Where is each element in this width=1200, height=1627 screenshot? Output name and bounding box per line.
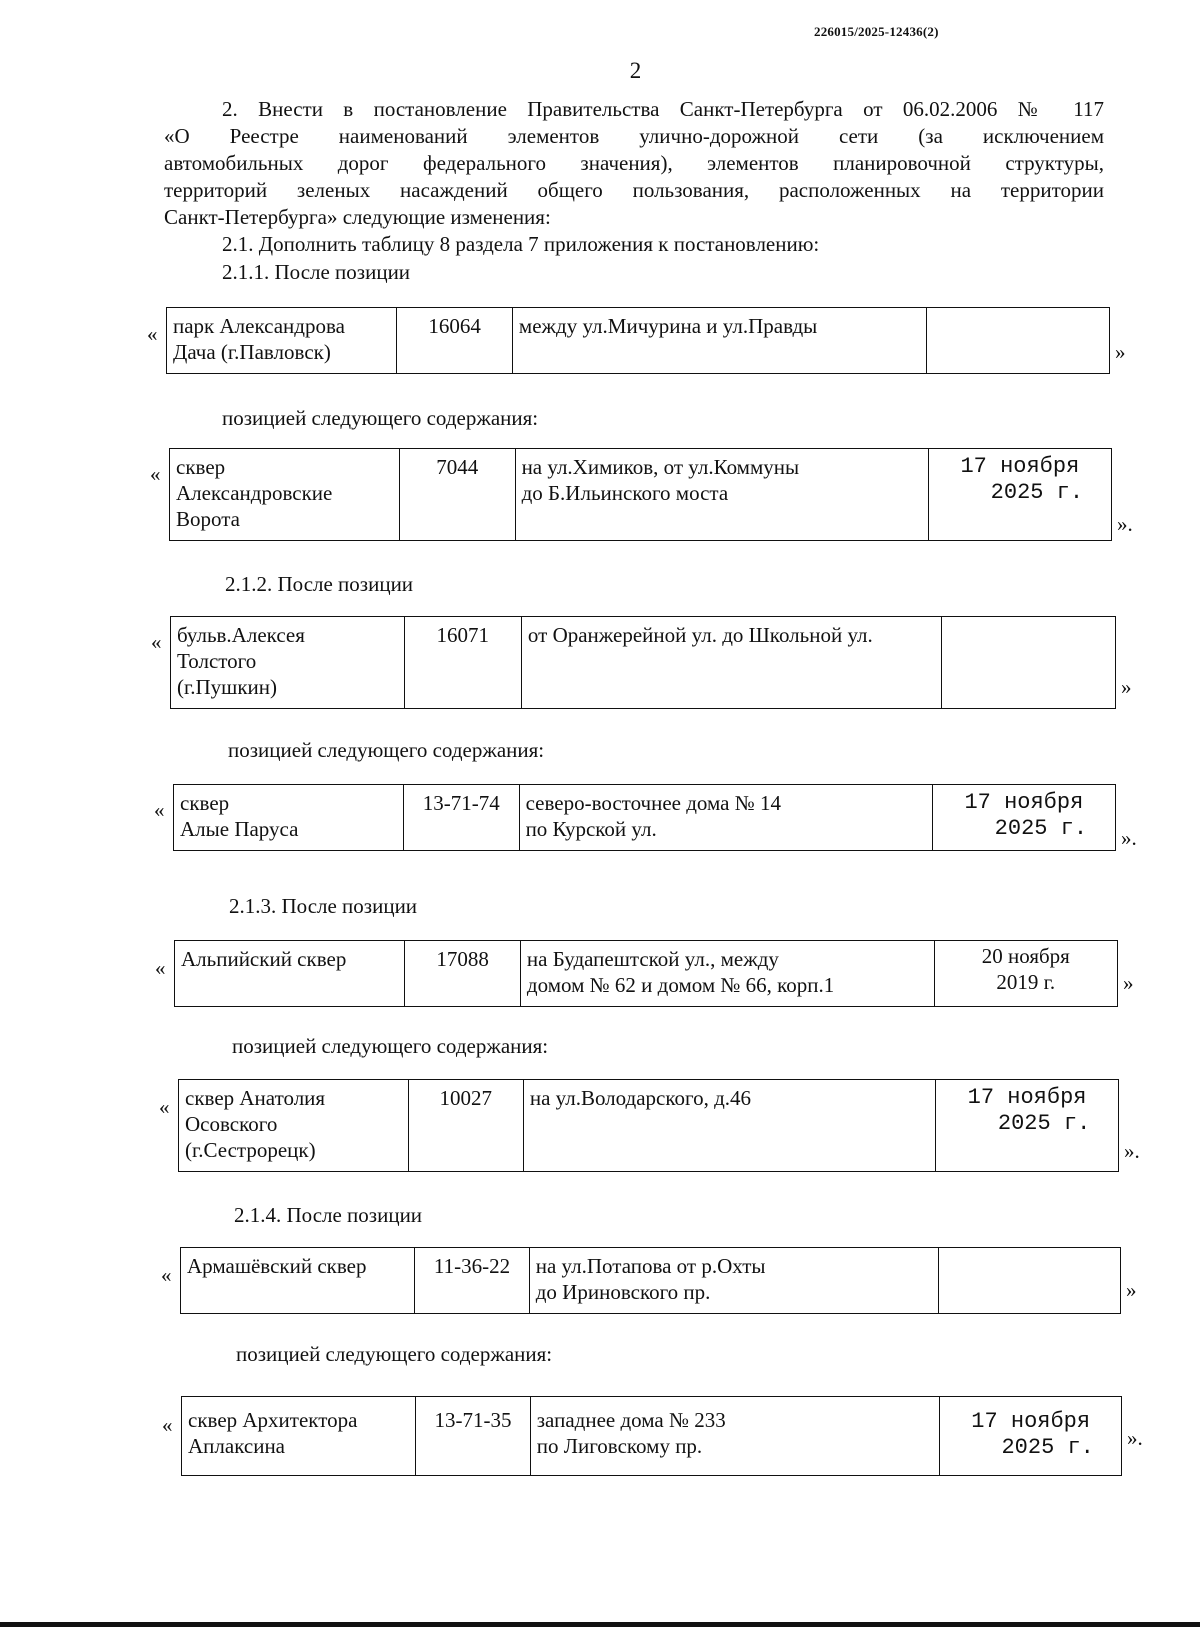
content-following-label: позицией следующего содержания: [236,1342,553,1366]
content-following-label: позицией следующего содержания: [222,406,539,430]
close-quote: ». [1124,1139,1140,1163]
date-cell [928,449,1111,541]
cell-line: на ул.Химиков, от ул.Коммуны [521,455,800,479]
date-cell [940,1397,1122,1476]
location-cell [515,449,928,541]
cell-line: до Ириновского пр. [535,1280,711,1304]
cell-line: до Б.Ильинского моста [521,481,729,505]
cell-line: между ул.Мичурина и ул.Правды [518,314,818,338]
cell-line: Осовского [185,1112,278,1136]
section-heading: 2.1.1. После позиции [222,260,411,284]
cell-line: сквер Анатолия [185,1086,326,1110]
intro-line: 2. Внести в постановление Правительства Санкт-Петербурга от 06.02.2006 № 117 [222,97,1104,121]
cell-line: бульв.Алексея [177,623,305,647]
location-cell [529,1248,939,1314]
open-quote: « [155,956,166,980]
code-cell: 16064 [397,308,513,374]
location-cell [512,308,926,374]
close-quote: ». [1127,1426,1143,1450]
table-row [182,1397,1122,1476]
section-heading: 2.1.4. После позиции [234,1203,423,1227]
date-year: 2019 г. [996,970,1056,994]
date-cell [926,308,1109,374]
date-cell [939,1248,1121,1314]
date-cell [941,617,1115,709]
cell-line: Александровские [176,481,333,505]
cell-line: сквер [180,791,230,815]
close-quote: » [1123,971,1134,995]
name-cell [170,449,400,541]
cell-line: на ул.Потапова от р.Охты [535,1254,766,1278]
close-quote: ». [1117,512,1133,536]
close-quote: ». [1121,826,1137,850]
close-quote: » [1115,340,1126,364]
date-day-month: 17 ноября [971,1409,1091,1434]
cell-line: Дача (г.Павловск) [173,340,331,364]
table-row [174,785,1116,851]
cell-line: по Лиговскому пр. [536,1434,703,1458]
after-position-table [174,940,1118,1007]
cell-line: на ул.Володарского, д.46 [529,1086,752,1110]
name-cell [171,617,405,709]
after-position-table [166,307,1110,374]
insert-position-table [181,1396,1122,1476]
document-registration-number: 226015/2025-12436(2) [814,24,939,39]
cell-line: северо-восточнее дома № 14 [525,791,782,815]
content-following-label: позицией следующего содержания: [232,1034,549,1058]
cell-line: сквер [176,455,226,479]
date-year: 2025 г. [1001,1435,1094,1460]
cell-line: парк Александрова [173,314,345,338]
cell-line: западнее дома № 233 [536,1408,726,1432]
open-quote: « [150,462,161,486]
intro-line: Санкт-Петербурга» следующие изменения: [164,205,551,229]
location-cell [530,1397,940,1476]
cell-line: по Курской ул. [525,817,657,841]
section-heading: 2.1.2. После позиции [225,572,414,596]
after-position-table [170,616,1116,709]
table-row [170,449,1112,541]
page-number: 2 [629,58,642,83]
open-quote: « [154,798,165,822]
close-quote: » [1126,1278,1137,1302]
date-cell [936,1080,1119,1172]
insert-position-table [169,448,1112,541]
open-quote: « [147,322,158,346]
date-day-month: 17 ноября [960,454,1080,479]
open-quote: « [159,1095,170,1119]
name-cell [167,308,397,374]
cell-line: (г.Пушкин) [177,675,277,699]
cell-line: сквер Архитектора [188,1408,358,1432]
code-cell: 16071 [404,617,521,709]
table-row [181,1248,1121,1314]
open-quote: « [151,630,162,654]
name-cell [182,1397,416,1476]
code-cell: 17088 [405,941,521,1007]
open-quote: « [161,1263,172,1287]
intro-line: территорий зеленых насаждений общего пользования, расположенных на территории [164,178,1104,202]
name-cell [174,785,404,851]
date-year: 2025 г. [997,1111,1091,1136]
location-cell [521,617,941,709]
cell-line: Аплаксина [188,1434,286,1458]
cell-line: Ворота [176,507,240,531]
date-day-month: 17 ноября [964,790,1084,815]
cell-line: Алые Паруса [180,817,299,841]
close-quote: » [1121,675,1132,699]
code-cell: 13-71-74 [404,785,520,851]
location-cell [523,1080,935,1172]
code-cell: 10027 [408,1080,523,1172]
section-heading: 2.1.3. После позиции [229,894,418,918]
cell-line: Армашёвский сквер [187,1254,367,1278]
date-day-month: 17 ноября [967,1085,1087,1110]
content-following-label: позицией следующего содержания: [228,738,545,762]
name-cell [181,1248,415,1314]
cell-line: от Оранжерейной ул. до Школьной ул. [527,623,873,647]
item-2-1-heading: 2.1. Дополнить таблицу 8 раздела 7 приложения к постановлению: [222,232,820,256]
table-row [171,617,1116,709]
date-year: 2025 г. [994,816,1088,841]
date-year: 2025 г. [990,480,1084,505]
table-row [175,941,1118,1007]
insert-position-table [178,1079,1119,1172]
date-cell [932,785,1115,851]
insert-position-table [173,784,1116,851]
scan-bottom-edge [0,1622,1200,1627]
table-row [167,308,1110,374]
code-cell: 11-36-22 [415,1248,530,1314]
cell-line: (г.Сестрорецк) [185,1138,316,1162]
code-cell: 13-71-35 [416,1397,531,1476]
intro-line: «О Реестре наименований элементов улично-дорожной сети (за исключением [164,124,1104,148]
intro-paragraph [164,96,1104,231]
cell-line: домом № 62 и домом № 66, корп.1 [526,973,835,997]
location-cell [520,941,934,1007]
name-cell [179,1080,409,1172]
table-row [179,1080,1119,1172]
code-cell: 7044 [400,449,516,541]
name-cell [175,941,405,1007]
open-quote: « [162,1413,173,1437]
date-day-month: 20 ноября [981,944,1070,968]
intro-line: автомобильных дорог федерального значения), элементов планировочной структуры, [164,151,1104,175]
after-position-table [180,1247,1121,1314]
date-cell [934,941,1117,1007]
cell-line: Альпийский сквер [181,947,347,971]
cell-line: на Будапештской ул., между [526,947,779,971]
location-cell [519,785,932,851]
cell-line: Толстого [177,649,257,673]
